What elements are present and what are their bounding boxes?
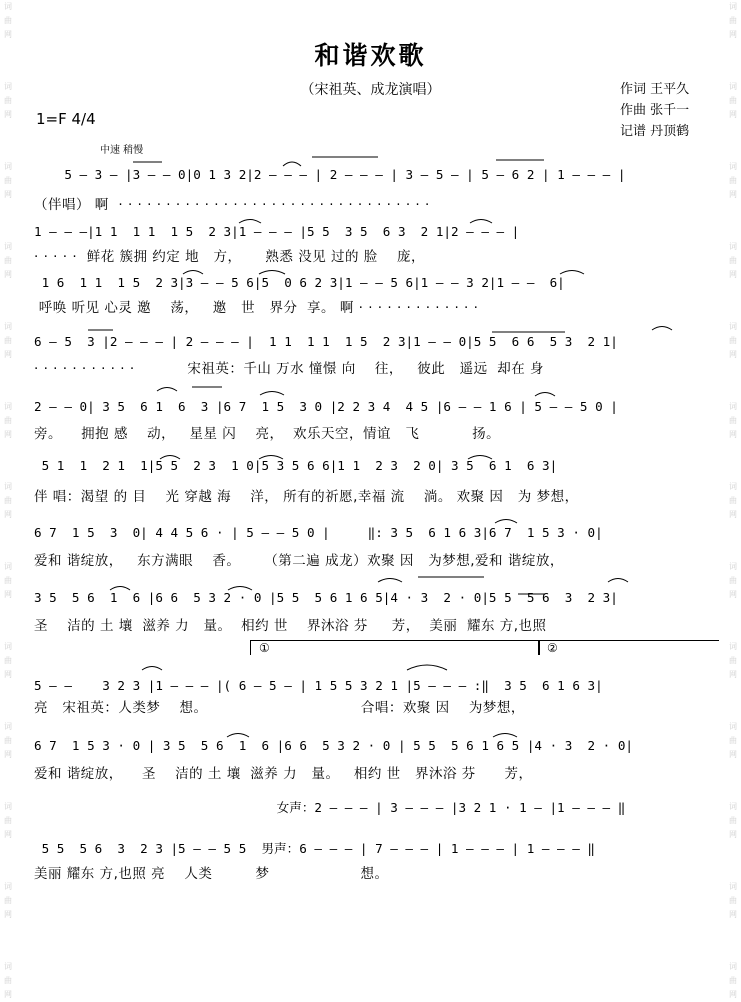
lyrics-line-8: 圣 洁的 土 壤 滋养 力 量。 相约 世 界沐浴 芬 芳， 美丽 耀东 方,也照 — [34, 618, 547, 634]
notation-line-5: 2 – – 0| 3 5 6 1 6 3 |6 7 1 5 3 0 |2 2 3 4 4 5 |6 – – 1 6 | 5 – – 5 0 | — [34, 399, 618, 414]
notation-line-11-female: 女声：2 – – – | 3 – – – |3 2 1 · 1 – |1 – – – ‖ — [34, 800, 626, 815]
notation-line-1: 5 – 3 – |3 – – 0|0 1 3 2|2 – – – | 2 – – – | 3 – 5 – | 5 – 6 2 | 1 – – – | — [34, 167, 626, 182]
lyricist-credit: 作词 王平久 — [620, 82, 690, 97]
lyrics-line-1: （伴唱） 啊 · · · · · · · · · · · · · · · · · · · · · · · · · · · · · · · · · — [34, 197, 430, 213]
lyrics-line-7: 爱和 谐绽放， 东方满眼 香。 （第二遍 成龙）欢聚 因 为梦想,爱和 谐绽放， — [34, 553, 564, 569]
watermark-right: 词曲网 词曲网 词曲网 词曲网 词曲网 词曲网 词曲网 词曲网 词曲网 词曲网 词曲网 词曲网 词曲网 — [729, 2, 737, 999]
transcriber-credit: 记谱 丹顶鹤 — [620, 124, 690, 139]
lyrics-line-12: 美丽 耀东 方,也照 亮 人类 梦 想。 — [34, 866, 389, 882]
lyrics-line-3: 呼唤 听见 心灵 邀 荡， 邀 世 界分 享。 啊 · · · · · · · · · · · · · — [34, 300, 479, 316]
notation-line-7: 6 7 1 5 3 0| 4 4 5 6 · | 5 – – 5 0 | ‖: 3 5 6 1 6 3|6 7 1 5 3 · 0| — [34, 525, 603, 540]
notation-line-9: 5 – – 3 2 3 |1 – – – |( 6 – 5 – | 1 5 5 3 2 1 |5 – – – :‖ 3 5 6 1 6 3| — [34, 678, 603, 693]
first-ending-bracket: ① — [250, 640, 540, 655]
composer-credit: 作曲 张千一 — [620, 103, 690, 118]
lyrics-line-6: 伴 唱：渴望 的 目 光 穿越 海 洋， 所有的祈愿,幸福 流 淌。 欢聚 因 为 梦想， — [34, 489, 579, 505]
lyrics-line-5: 旁。 拥抱 感 动， 星星 闪 亮， 欢乐天空，情谊 飞 扬。 — [34, 426, 501, 442]
song-title: 和谐欢歌 — [314, 41, 427, 70]
notation-line-3: 1 6 1 1 1 5 2 3|3 – – 5 6|5 0 6 2 3|1 – – 5 6|1 – – 3 2|1 – – 6| — [34, 275, 565, 290]
notation-line-2: 1 – – –|1 1 1 1 1 5 2 3|1 – – – |5 5 3 5 6 3 2 1|2 – – – | — [34, 224, 520, 239]
watermark-left: 词曲网 词曲网 词曲网 词曲网 词曲网 词曲网 词曲网 词曲网 词曲网 词曲网 词曲网 词曲网 词曲网 — [4, 2, 12, 999]
lyrics-line-10: 爱和 谐绽放， 圣 洁的 土 壤 滋养 力 量。 相约 世 界沐浴 芬 芳， — [34, 766, 533, 782]
lyrics-line-2: · · · · · 鲜花 簇拥 约定 地 方， 熟悉 没见 过的 脸 庞， — [34, 249, 425, 265]
second-ending-bracket: ② — [538, 640, 719, 655]
performers: （宋祖英、成龙演唱） — [300, 82, 441, 98]
notation-line-4: 6 – 5 3 |2 – – – | 2 – – – | 1 1 1 1 1 5 2 3|1 – – 0|5 5 6 6 5 3 2 1| — [34, 334, 618, 349]
lyrics-line-4: · · · · · · · · · · · 宋祖英：千山 万水 憧憬 向 往， 彼此 遥远 却在 身 — [34, 361, 544, 377]
notation-line-8: 3 5 5 6 1 6 |6 6 5 3 2 · 0 |5 5 5 6 1 6 5|4 · 3 2 · 0|5 5 5 6 3 2 3| — [34, 590, 618, 605]
lyrics-line-9: 亮 宋祖英：人类梦 想。 合唱：欢聚 因 为梦想， — [34, 700, 525, 716]
notation-line-12-male: 5 5 5 6 3 2 3 |5 – – 5 5 男声：6 – – – | 7 – – – | 1 – – – | 1 – – – ‖ — [34, 841, 595, 856]
key-signature: 1=F 4/4 — [36, 110, 96, 128]
notation-line-10: 6 7 1 5 3 · 0 | 3 5 5 6 1 6 |6 6 5 3 2 · 0 | 5 5 5 6 1 6 5 |4 · 3 2 · 0| — [34, 738, 633, 753]
tempo-marking: 中速 稍慢 — [100, 145, 144, 156]
notation-line-6: 5 1 1 2 1 1|5 5 2 3 1 0|5 3 5 6 6|1 1 2 3 2 0| 3 5 6 1 6 3| — [34, 458, 558, 473]
